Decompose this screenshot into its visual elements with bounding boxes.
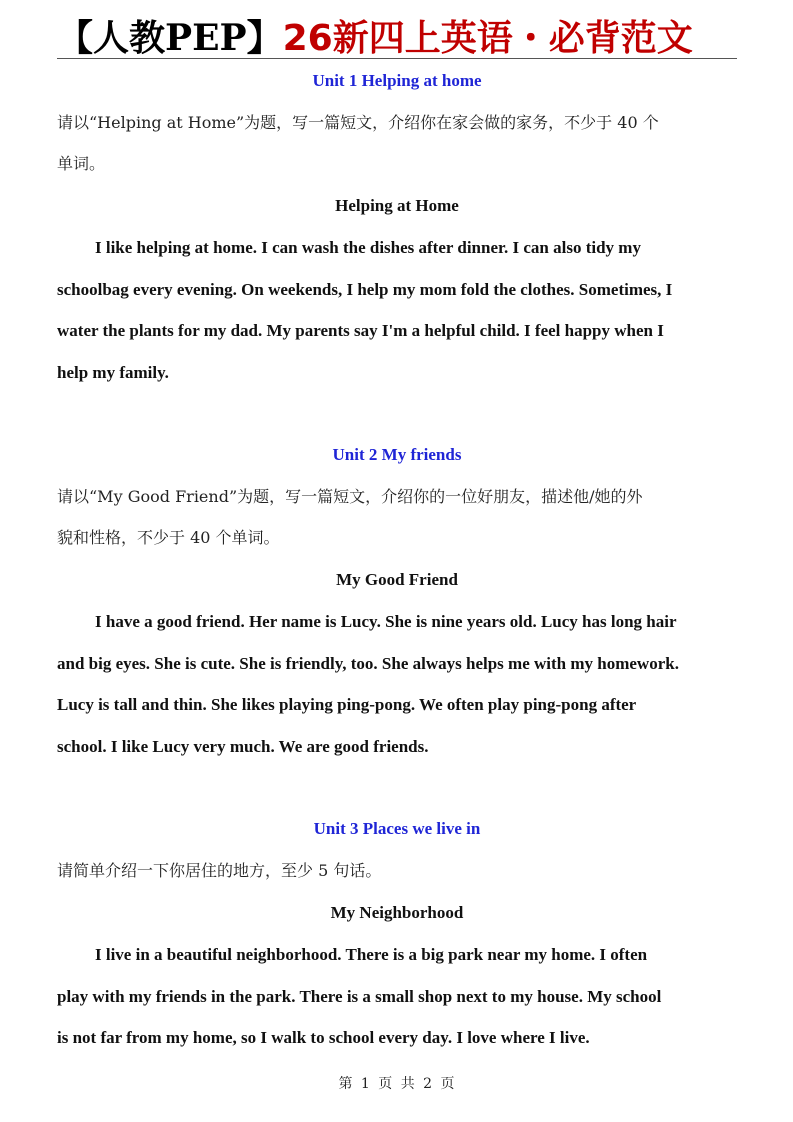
unit-3-prompt — [57, 850, 742, 891]
prompt-line: 请以“My Good Friend”为题，写一篇短文，介绍你的一位好朋友，描述他/她的外 — [57, 487, 643, 506]
essay-line: school. I like Lucy very much. We are good friends. — [57, 736, 429, 756]
essay-line: schoolbag every evening. On weekends, I help my mom fold the clothes. Sometimes, I — [57, 279, 673, 299]
essay-line: I have a good friend. Her name is Lucy. She is nine years old. Lucy has long hair — [95, 612, 677, 631]
essay-line: I like helping at home. I can wash the dishes after dinner. I can also tidy my — [95, 238, 641, 257]
page-footer: 第 1 页 共 2 页 — [338, 1076, 455, 1092]
prompt-line: 请简单介绍一下你居住的地方，至少 5 句话。 — [57, 861, 382, 880]
header-bracket-title: 【人教PEP】 — [57, 17, 283, 59]
prompt-line: 请以“Helping at Home”为题，写一篇短文，介绍你在家会做的家务，不少于 40 个 — [57, 113, 659, 132]
essay-line: help my family. — [57, 362, 169, 382]
unit-1-essay — [57, 227, 742, 393]
unit-3-title: Unit 3 Places we live in — [313, 819, 481, 838]
prompt-line: 貌和性格，不少于 40 个单词。 — [57, 528, 280, 547]
essay-line: play with my friends in the park. There is a small shop next to my house. My school — [57, 986, 662, 1006]
unit-2-prompt — [57, 476, 742, 558]
unit-1-title: Unit 1 Helping at home — [312, 71, 482, 90]
header-main-title: 26新四上英语・必背范文 — [282, 18, 693, 59]
unit-1-prompt — [57, 102, 742, 184]
essay-line: is not far from my home, so I walk to school every day. I love where I live. — [57, 1028, 590, 1047]
header-divider — [57, 58, 737, 59]
page-header — [57, 10, 737, 58]
unit-3-essay-title: My Neighborhood — [330, 903, 464, 922]
essay-line: Lucy is tall and thin. She likes playing ping-pong. We often play ping-pong after — [57, 695, 637, 714]
unit-2-essay-title: My Good Friend — [336, 570, 458, 589]
essay-line: and big eyes. She is cute. She is friendly, too. She always helps me with my homework. — [57, 653, 679, 673]
unit-2-title: Unit 2 My friends — [332, 445, 462, 464]
prompt-line: 单词。 — [57, 154, 106, 173]
essay-line: water the plants for my dad. My parents say I'm a helpful child. I feel happy when I — [57, 321, 664, 340]
unit-1-essay-title: Helping at Home — [335, 196, 459, 215]
unit-2-essay — [57, 601, 742, 767]
essay-line: I live in a beautiful neighborhood. There is a big park near my home. I often — [95, 945, 648, 964]
unit-3-essay — [57, 934, 742, 1059]
